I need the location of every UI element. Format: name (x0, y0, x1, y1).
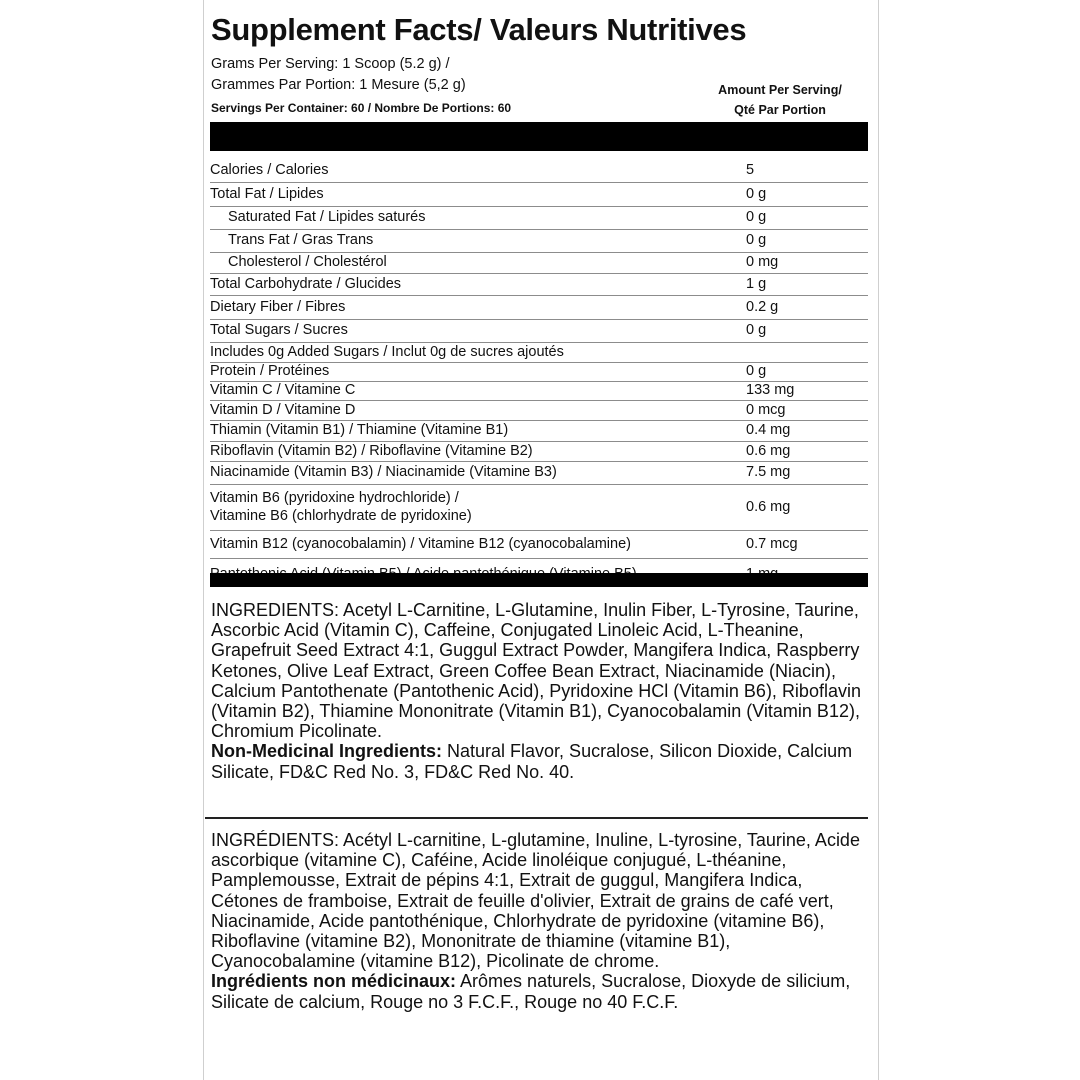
nutrient-row (210, 159, 868, 183)
ingredients-fr-text: INGRÉDIENTS: Acétyl L-carnitine, L-glutamine, Inuline, L-tyrosine, Taurine, Acide ascorbique (vitamine C), Caféine, Acide linoléique conjugué, L-théanine, Pamplemousse, Extrait de pépins 4:1, Extrait de guggul, Mangifera Indica, Cétones de framboise, Extrait de feuille d'olivier, Extrait de grains de café vert, Niacinamide, Acide pantothénique, Chlorhydrate de pyridoxine (vitamine B6), Riboflavine (vitamine B2), Mononitrate de thiamine (vitamine B1), Cyanocobalamine (vitamine B12), Picolinate de chrome. (211, 830, 860, 972)
servings-per-container: Servings Per Container: 60 / Nombre De Portions: 60 (211, 101, 512, 115)
nutrient-name: Total Fat / Lipides (210, 185, 324, 202)
nutrient-row (210, 230, 868, 253)
nutrient-row (210, 320, 868, 343)
nutrient-row (210, 485, 868, 531)
nutrient-name: Vitamin C / Vitamine C (210, 382, 356, 399)
nutrient-name: Calories / Calories (210, 161, 329, 178)
nutrient-row (210, 183, 868, 207)
non-medicinal-label-fr: Ingrédients non médicinaux: (211, 971, 457, 992)
nutrient-amount: 0 g (746, 232, 767, 249)
amount-per-serving-header (700, 80, 860, 120)
nutrient-amount: 0 g (746, 322, 767, 339)
nutrient-amount: 0 g (746, 185, 767, 202)
nutrient-name: Vitamin B12 (cyanocobalamin) / Vitamine B12 (cyanocobalamine) (210, 535, 631, 552)
nutrient-name: Saturated Fat / Lipides saturés (228, 209, 426, 226)
nutrient-name: Includes 0g Added Sugars / Inclut 0g de sucres ajoutés (210, 343, 564, 360)
nutrient-name (210, 490, 746, 525)
nutrient-name: Dietary Fiber / Fibres (210, 298, 346, 315)
nutrient-amount: 0 mcg (746, 401, 786, 418)
amount-header-en: Amount Per Serving/ (718, 83, 842, 97)
nutrient-row (210, 296, 868, 320)
nutrient-row (210, 462, 868, 485)
nutrient-name: Thiamin (Vitamin B1) / Thiamine (Vitamine B1) (210, 422, 509, 439)
nutrient-amount: 0 g (746, 363, 767, 380)
nutrient-name: Total Sugars / Sucres (210, 322, 348, 339)
nutrient-table (210, 159, 868, 590)
nutrient-row (210, 363, 868, 382)
serving-size-en: Grams Per Serving: 1 Scoop (5.2 g) / (211, 56, 450, 72)
nutrient-name: Total Carbohydrate / Glucides (210, 275, 402, 292)
nutrient-row (210, 421, 868, 442)
nutrient-name: Vitamin D / Vitamine D (210, 401, 356, 418)
ingredients-fr (211, 830, 863, 1012)
top-thick-bar (210, 122, 868, 151)
nutrient-amount: 5 (746, 161, 755, 178)
nutrient-amount: 0.4 mg (746, 422, 791, 439)
nutrient-row (210, 442, 868, 462)
nutrient-amount: 0 mg (746, 254, 779, 271)
bottom-thick-bar (210, 573, 868, 587)
nutrient-name: Riboflavin (Vitamin B2) / Riboflavine (Vitamine B2) (210, 442, 533, 459)
non-medicinal-text-en: Natural Flavor, Sucralose, Silicon Dioxide, Calcium Silicate, FD&C Red No. 3, FD&C Red No. 40. (211, 741, 853, 782)
amount-header-fr: Qté Par Portion (734, 103, 826, 117)
serving-size-fr: Grammes Par Portion: 1 Mesure (5,2 g) (211, 77, 466, 93)
nutrient-row (210, 531, 868, 559)
nutrient-name-line2: Vitamine B6 (chlorhydrate de pyridoxine) (210, 507, 472, 524)
nutrient-name: Niacinamide (Vitamin B3) / Niacinamide (Vitamine B3) (210, 464, 557, 481)
nutrient-row (210, 343, 868, 363)
nutrient-name: Protein / Protéines (210, 363, 330, 380)
nutrient-amount: 0.2 g (746, 298, 779, 315)
non-medicinal-label-en: Non-Medicinal Ingredients: (211, 741, 443, 762)
nutrient-amount: 133 mg (746, 382, 795, 399)
non-medicinal-text-fr: Arômes naturels, Sucralose, Dioxyde de silicium, Silicate de calcium, Rouge no 3 F.C.F., Rouge no 40 F.C.F. (211, 971, 851, 1012)
nutrient-amount: 0.6 mg (746, 498, 791, 515)
nutrient-name: Cholesterol / Cholestérol (228, 254, 387, 271)
nutrient-row (210, 207, 868, 230)
nutrient-amount: 0.6 mg (746, 442, 791, 459)
nutrient-row (210, 274, 868, 296)
nutrient-amount: 0.7 mcg (746, 535, 798, 552)
nutrient-name-line1: Vitamin B6 (pyridoxine hydrochloride) / (210, 490, 459, 507)
ingredients-en (211, 600, 863, 782)
nutrient-amount: 1 g (746, 275, 767, 292)
nutrient-row (210, 253, 868, 274)
section-divider (205, 817, 868, 819)
nutrient-amount: 7.5 mg (746, 464, 791, 481)
nutrient-amount: 0 g (746, 209, 767, 226)
label-title: Supplement Facts/ Valeurs Nutritives (211, 12, 747, 47)
nutrient-name: Trans Fat / Gras Trans (228, 232, 374, 249)
nutrient-row (210, 401, 868, 421)
ingredients-en-text: INGREDIENTS: Acetyl L-Carnitine, L-Glutamine, Inulin Fiber, L-Tyrosine, Taurine, Ascorbic Acid (Vitamin C), Caffeine, Conjugated Linoleic Acid, L-Theanine, Grapefruit Seed Extract 4:1, Guggul Extract Powder, Mangifera Indica, Raspberry Ketones, Olive Leaf Extract, Green Coffee Bean Extract, Niacinamide (Niacin), Calcium Pantothenate (Pantothenic Acid), Pyridoxine HCl (Vitamin B6), Riboflavin (Vitamin B2), Thiamine Mononitrate (Vitamin B1), Cyanocobalamin (Vitamin B12), Chromium Picolinate. (211, 600, 861, 742)
nutrient-row (210, 382, 868, 401)
